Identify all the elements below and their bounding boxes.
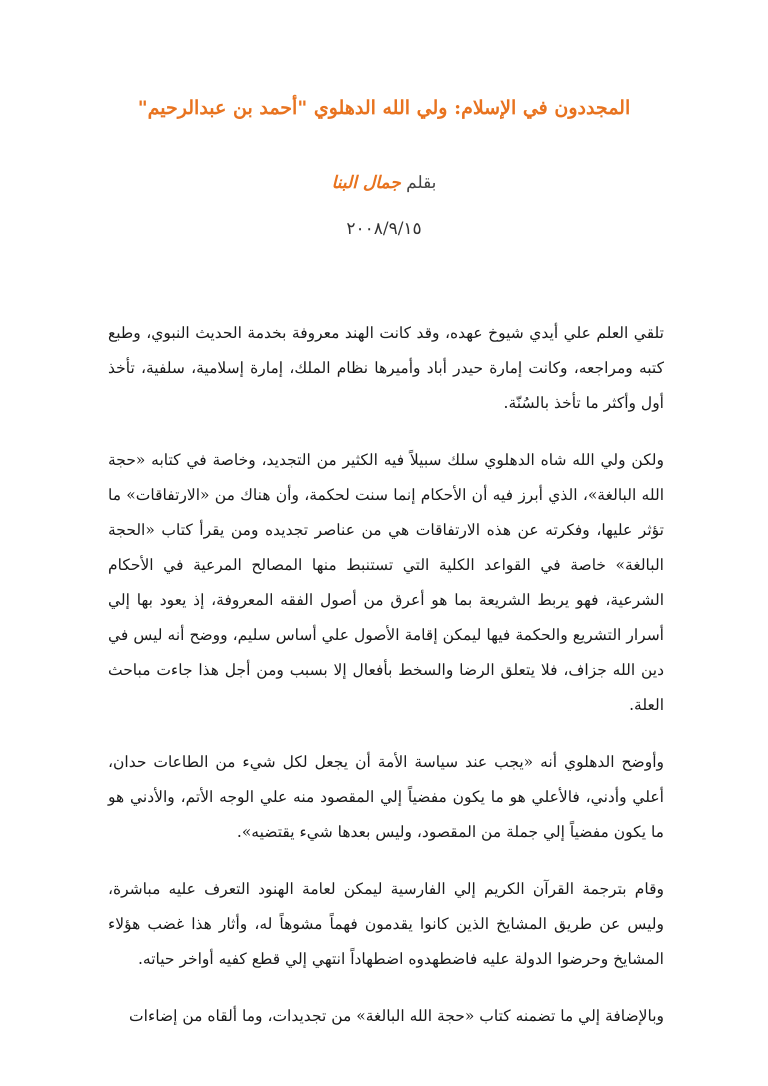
author-name: جمال البنا	[331, 173, 401, 193]
paragraph: وأوضح الدهلوي أنه «يجب عند سياسة الأمة أن يجعل لكل شيء من الطاعات حدان، أعلي وأدني، فالأعلي هو ما يكون مفضياً إلي المقصود منه علي الوجه الأتم، والأدني هو ما يكون مفضياً إلي جملة من المقصود، وليس بعدها شيء يقتضيه».	[108, 753, 664, 841]
paragraph: وقام بترجمة القرآن الكريم إلي الفارسية ليمكن لعامة الهنود التعرف عليه مباشرة، وليس عن طريق المشايخ الذين كانوا يقدمون فهماً مشوهاً له، وأثار هذا غضب هؤلاء المشايخ وحرضوا الدولة عليه فاضطهدوه اضطهاداً انتهي إلي قطع كفيه أواخر حياته.	[108, 880, 664, 968]
paragraph: وبالإضافة إلي ما تضمنه كتاب «حجة الله البالغة» من تجديدات، وما ألقاه من إضاءات	[129, 1007, 664, 1025]
byline-prefix: بقلم	[406, 173, 437, 193]
publication-date: ٢٠٠٨/٩/١٥	[346, 219, 422, 239]
paragraph: ولكن ولي الله شاه الدهلوي سلك سبيلاً فيه الكثير من التجديد، وخاصة في كتابه «حجة الله البالغة»، الذي أبرز فيه أن الأحكام إنما سنت لحكمة، وأن هناك من «الارتفاقات» ما تؤثر عليها، وفكرته عن هذه الارتفاقات هي من عناصر تجديده ومن يقرأ كتاب «الحجة البالغة» خاصة في القواعد الكلية التي تستنبط منها المصالح المرعية في الأحكام الشرعية، فهو يربط الشريعة بما هو أعرق من أصول الفقه المعروفة، إذ يعود بها إلي أسرار التشريع والحكمة فيها ليمكن إقامة الأصول علي أساس سليم، ووضح أنه ليس في دين الله جزاف، فلا يتعلق الرضا والسخط بأفعال إلا بسبب ومن أجل هذا جاءت مباحث العلة.	[108, 451, 664, 714]
article-body	[108, 316, 664, 1056]
byline	[0, 170, 768, 196]
article-title: المجددون في الإسلام: ولي الله الدهلوي "أحمد بن عبدالرحيم"	[137, 97, 631, 119]
paragraph: تلقي العلم علي أيدي شيوخ عهده، وقد كانت الهند معروفة بخدمة الحديث النبوي، وطبع كتبه ومراجعه، وكانت إمارة حيدر أباد وأميرها نظام الملك، إمارة إسلامية، سلفية، تأخذ أول وأكثر ما تأخذ بالسُنّة.	[108, 324, 664, 412]
